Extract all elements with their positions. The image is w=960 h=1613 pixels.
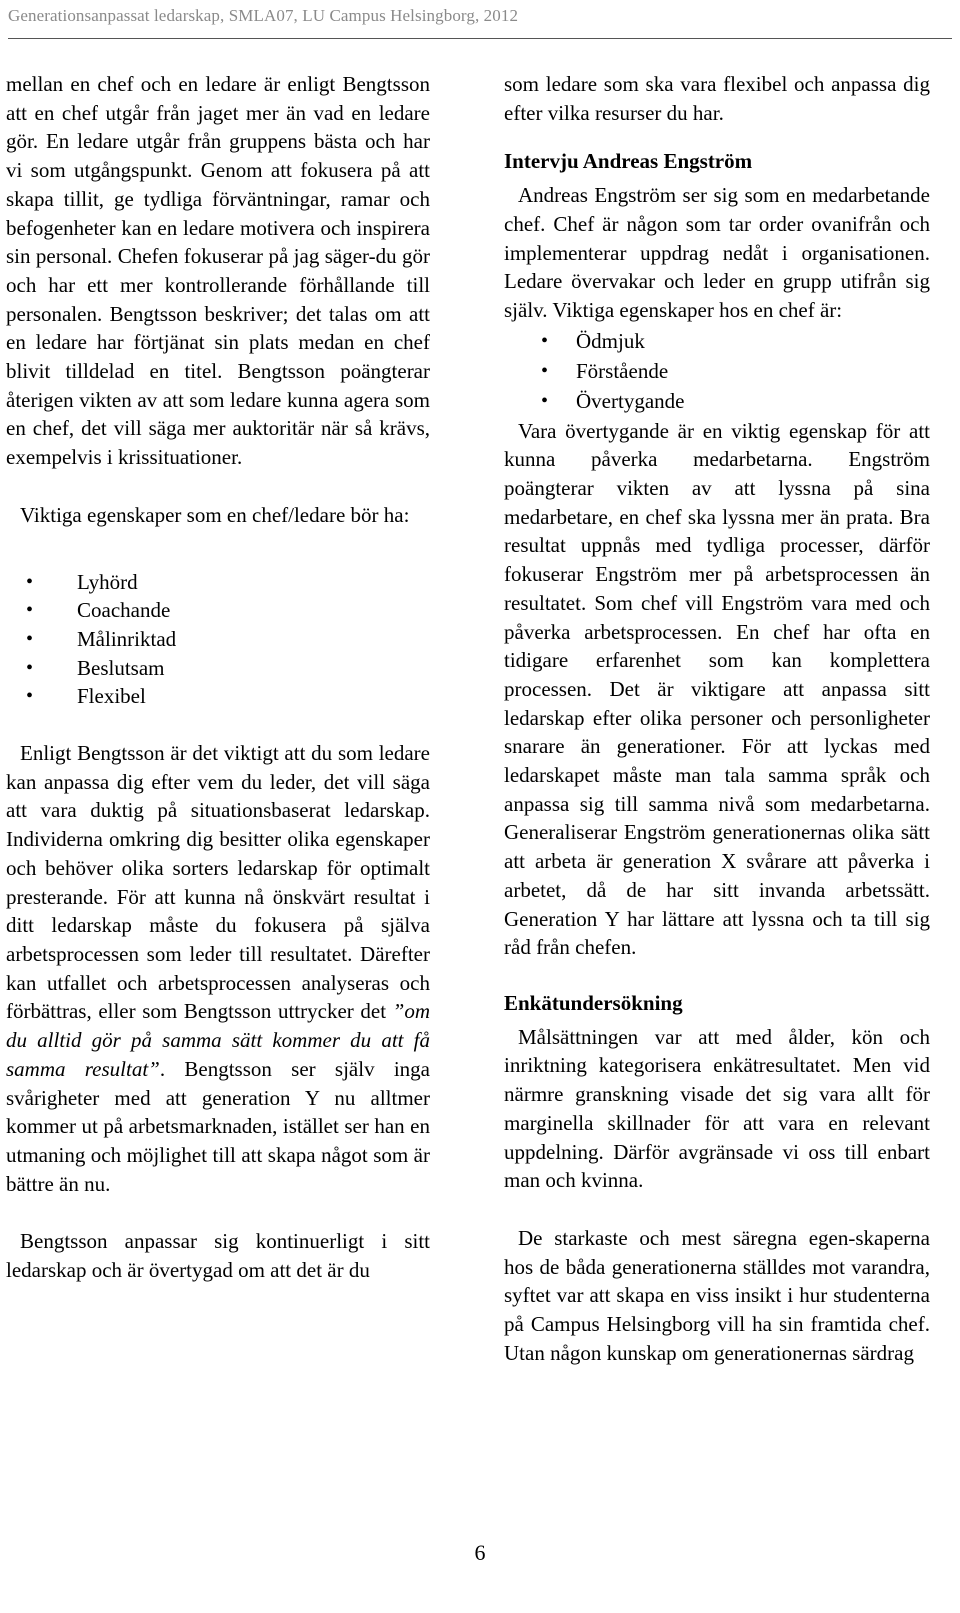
- section-heading: Enkätundersökning: [504, 990, 683, 1015]
- paragraph: De starkaste och mest säregna egen-skaperna hos de båda generationerna ställdes mot varandra, syftet var att skapa en viss insikt i hur studenterna på Campus Helsingborg vill ha sin framtida chef. Utan någon kunskap om generationernas särdrag: [504, 1225, 930, 1365]
- paragraph: som ledare som ska vara flexibel och anpassa dig efter vilka resurser du har.: [504, 72, 930, 125]
- list-item: • Övertygande: [504, 386, 930, 416]
- list-item: • Flexibel: [6, 682, 430, 711]
- list-item: • Lyhörd: [6, 568, 430, 597]
- list-item: • Förstående: [504, 356, 930, 386]
- right-column: [504, 70, 930, 1367]
- list-item: • Ödmjuk: [504, 326, 930, 356]
- list-item: • Beslutsam: [6, 654, 430, 683]
- list-item: • Coachande: [6, 596, 430, 625]
- running-header: Generationsanpassat ledarskap, SMLA07, LU Campus Helsingborg, 2012: [8, 6, 952, 39]
- page-number: 6: [474, 1540, 486, 1565]
- section-heading: Intervju Andreas Engström: [504, 149, 753, 174]
- paragraph: Vara övertygande är en viktig egenskap för att kunna påverka medarbetarna. Engström poängterar vikten av att lyssna på sina medarbetare, en chef ska lyssna mer än prata. Bra resultat uppnås med tydliga processer, därför fokuserar Engström mer på arbetsprocessen än resultatet. Som chef vill Engström vara med och påverka arbetsprocessen. En chef har ofta en tidigare erfarenhet som kan komplettera processen. Det är viktigare att anpassa sitt ledarskap efter olika personer och personligheter snarare än generationer. För att lyckas med ledarskapet måste man tala samma språk och anpassa sig till samma nivå som medarbetarna. Generaliserar Engström generationernas olika sätt att arbeta är generation X svårare att påverka i arbetet, då de har sitt invanda arbetssätt. Generation Y har lättare att lyssna och ta till sig råd från chefen.: [504, 418, 930, 960]
- paragraph-text: Enligt Bengtsson är det viktigt att du som ledare kan anpassa dig efter vem du leder, det vill säga att vara duktig på situationsbaserat ledarskap. Individerna omkring dig besitter olika egenskaper och behöver olika sorters ledarskap för optimalt presterande. För att kunna nå önskvärt resultat i ditt ledarskap måste du fokusera på själva arbetsprocessen som leder till resultatet. Därefter kan utfallet och arbetsprocessen analyseras och förbättras, eller som Bengtsson uttrycker det: [6, 741, 430, 1024]
- paragraph-text: . Bengtsson ser själv inga svårigheter med att generation Y nu alltmer kommer ut på arbetsmarknaden, istället ser han en utmaning och möjlighet till att skapa något som är bättre än nu.: [6, 1056, 431, 1196]
- quote: ”om du alltid gör på samma sätt kommer du att få samma resultat”: [6, 999, 430, 1081]
- list-item: • Målinriktad: [6, 625, 430, 654]
- qualities-list: [6, 568, 430, 712]
- left-column: [6, 70, 430, 1285]
- paragraph: Andreas Engström ser sig som en medarbetande chef. Chef är någon som tar order ovanifrån och implementerar uppdrag nedåt i organisationen. Ledare övervakar och leder en grupp utifrån sig själv. Viktiga egenskaper hos en chef är:: [504, 183, 930, 322]
- paragraph: [6, 739, 430, 1198]
- paragraph: Bengtsson anpassar sig kontinuerligt i sitt ledarskap och är övertygad om att det är du: [6, 1229, 430, 1283]
- paragraph: Viktiga egenskaper som en chef/ledare bör ha:: [20, 502, 410, 527]
- qualities-list: [504, 326, 930, 416]
- paragraph: mellan en chef och en ledare är enligt Bengtsson att en chef utgår från jaget mer än vad en ledare gör. En ledare utgår från gruppens bästa och har vi som utgångspunkt. Genom att fokusera på att skapa tillit, ge tydliga förväntningar, ramar och befogenheter kan en ledare motivera och inspirera sin personal. Chefen fokuserar på jag säger-du gör och har ett mer kontrollerande förhållande till personalen. Bengtsson beskriver; det talas om att en ledare har förtjänat sin plats medan en chef blivit tilldelad en titel. Bengtsson poängterar återigen vikten av att som ledare kunna agera som en chef, det vill säga mer auktoritär när så krävs, exempelvis i krissituationer.: [6, 72, 430, 470]
- paragraph: Målsättningen var att med ålder, kön och inriktning kategorisera enkätresultatet. Men vid närmre granskning visade det sig vara allt för marginella skillnader för att vara en relevant uppdelning. Därför avgränsade vi oss till enbart man och kvinna.: [504, 1024, 930, 1193]
